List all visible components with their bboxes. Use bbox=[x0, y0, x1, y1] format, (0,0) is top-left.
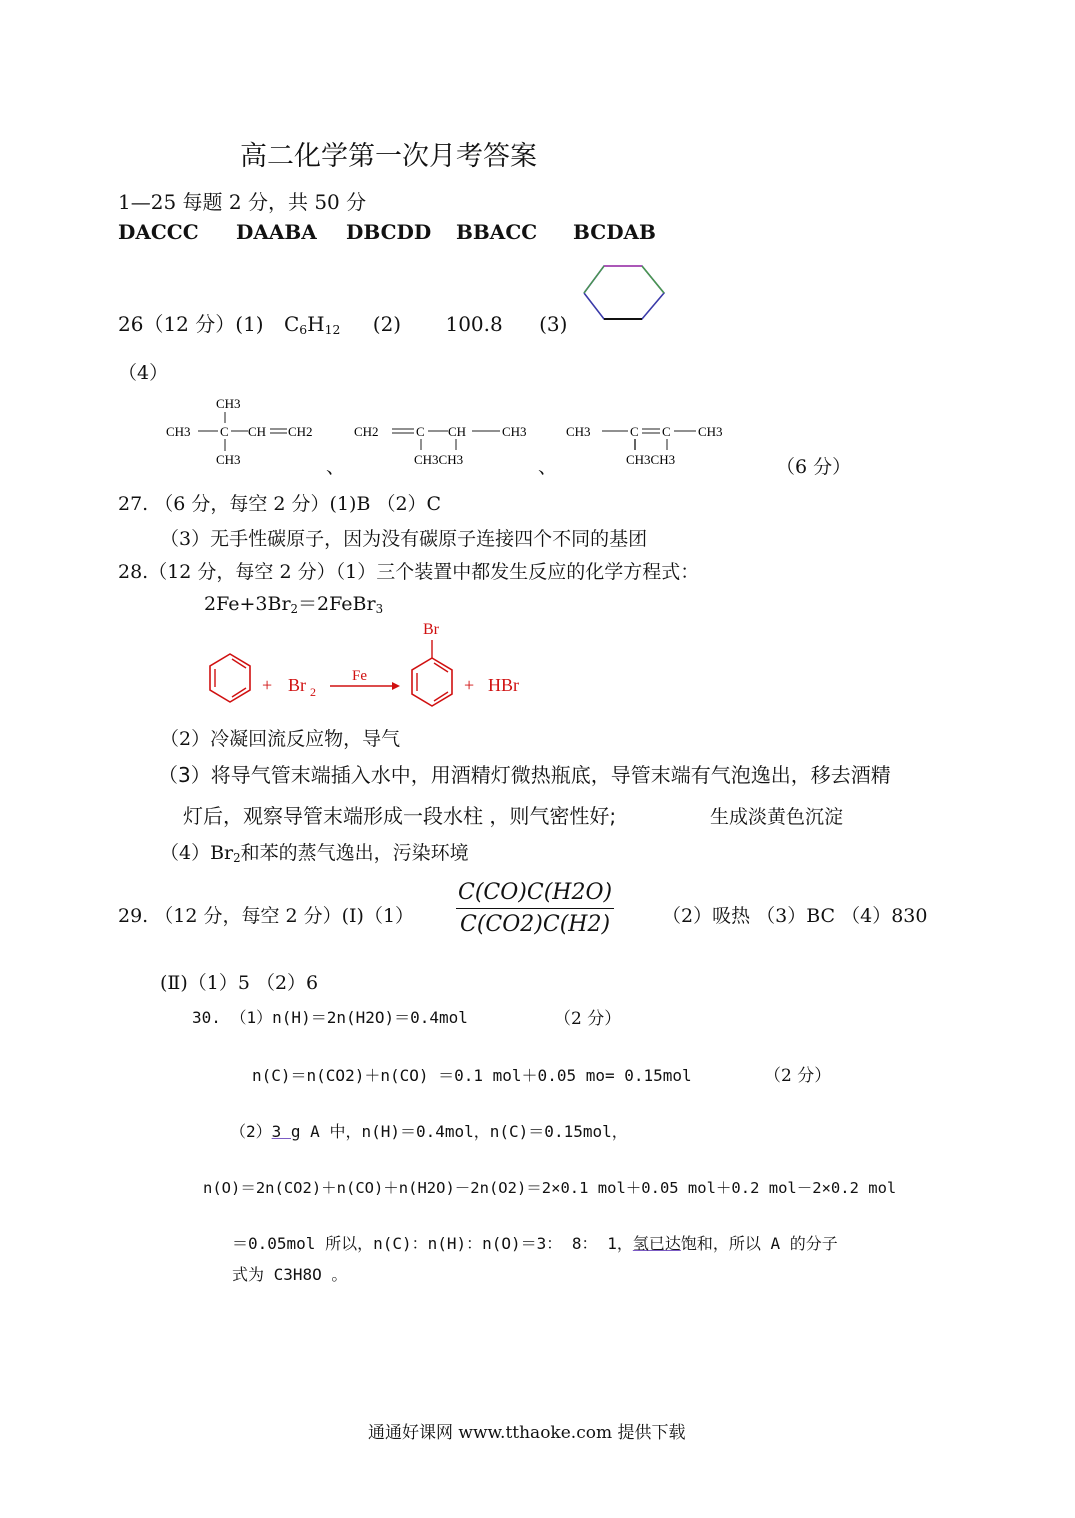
q30-line5: ＝0.05mol 所以，n(C)：n(H)：n(O)＝3： 8： 1，氢已达饱和，所以 A 的分子 bbox=[232, 1234, 838, 1253]
q28-part4: $(4)Br_2$和苯的蒸气逸出，污染环境 bbox=[160, 842, 469, 865]
structure-dimethylbutene-icon bbox=[162, 392, 334, 472]
structure-3-label-ch3ch3: CH3CH3 bbox=[626, 452, 676, 467]
structure-3-label-c: C bbox=[630, 424, 639, 439]
product-br-label: Br bbox=[423, 621, 439, 638]
structure-2-label-ch3: CH3 bbox=[502, 424, 527, 439]
reagent-br2-subscript: 2 bbox=[310, 685, 316, 699]
reagent-br2: Br bbox=[288, 675, 306, 695]
q30-line4: n(O)＝2n(CO2)＋n(CO)＋n(H2O)－2n(O2)＝2×0.1 mol＋0.05 mol＋0.2 mol－2×0.2 mol bbox=[203, 1179, 897, 1197]
q26-answer-line: 26（12 分）(1) $C_6H_{12}$ (2) 100.8 (3) bbox=[118, 312, 568, 338]
structure-1-label-c: C bbox=[220, 424, 229, 439]
reaction-plus: + bbox=[464, 675, 475, 695]
q30-line6: 式为 C3H8O 。 bbox=[232, 1265, 348, 1284]
structure-2-label-ch: CH bbox=[448, 424, 467, 439]
q26-part4-score: （6 分） bbox=[776, 456, 852, 478]
structure-dimethyl-2-butene-icon bbox=[564, 412, 744, 472]
q26-separator: 、 bbox=[326, 456, 346, 478]
q30-line2: n(C)＝n(CO2)＋n(CO) ＝0.1 mol＋0.05 mo= 0.15mol bbox=[252, 1066, 692, 1085]
structure-1-label-ch3: CH3 bbox=[216, 452, 241, 467]
q26-part4-label: （4） bbox=[118, 362, 169, 384]
q27-head: 27. （6 分，每空 2 分）(1)B （2）C bbox=[118, 493, 442, 515]
equilibrium-constant-fraction: $\frac{C(CO)C(H2O)}{C(CO2)C(H2)}$ bbox=[458, 880, 613, 937]
structure-1-label-ch: CH bbox=[248, 424, 267, 439]
q28-part2: （2）冷凝回流反应物，导气 bbox=[160, 728, 401, 750]
structure-3-label-c: C bbox=[662, 424, 671, 439]
benzene-bromination-reaction bbox=[196, 616, 536, 720]
mc-group-1: DACCC bbox=[118, 220, 199, 244]
q28-part3-line1: （3）将导气管末端插入水中，用酒精灯微热瓶底，导管末端有气泡逸出，移去酒精 bbox=[158, 763, 891, 787]
page-title: 高二化学第一次月考答案 bbox=[240, 141, 537, 172]
q28-equation-1: $2Fe+3Br_2=2FeBr_3$ bbox=[204, 593, 384, 616]
q27-part3: （3）无手性碳原子，因为没有碳原子连接四个不同的基团 bbox=[160, 528, 648, 550]
mc-group-3: DBCDD bbox=[346, 220, 432, 244]
structure-1-label-ch3: CH3 bbox=[216, 396, 241, 411]
mc-group-4: BBACC bbox=[456, 220, 538, 244]
q28-part3-line2: 灯后，观察导管末端形成一段水柱 ，则气密性好; bbox=[183, 804, 617, 828]
mc-header: 1—25 每题 2 分，共 50 分 bbox=[118, 190, 367, 214]
footer-download-note: 通通好课网 www.tthaoke.com 提供下载 bbox=[368, 1423, 686, 1443]
q30-line1: 30. （1）n(H)＝2n(H2O)＝0.4mol bbox=[192, 1008, 468, 1027]
q28-head: 28.（12 分，每空 2 分）（1）三个装置中都发生反应的化学方程式： bbox=[118, 561, 700, 583]
q30-line1-score: （2 分） bbox=[554, 1009, 622, 1029]
q26-separator: 、 bbox=[538, 456, 558, 478]
structure-3-label-ch3: CH3 bbox=[698, 424, 723, 439]
cyclohexane-structure-icon bbox=[578, 262, 670, 324]
q29-head: 29. （12 分，每空 2 分）(Ⅰ)（1） bbox=[118, 905, 415, 927]
mc-group-2: DAABA bbox=[236, 220, 317, 244]
product-hbr: HBr bbox=[488, 675, 519, 695]
reaction-plus: + bbox=[262, 675, 273, 695]
q30-line2-score: （2 分） bbox=[764, 1066, 832, 1086]
structure-1-label-ch2: CH2 bbox=[288, 424, 313, 439]
catalyst-fe: Fe bbox=[352, 668, 367, 684]
q28-part3-precipitate: 生成淡黄色沉淀 bbox=[710, 806, 844, 828]
structure-1-label-ch3: CH3 bbox=[166, 424, 191, 439]
q29-remaining-answers: （2）吸热 （3）BC （4）830 bbox=[662, 905, 928, 927]
q30-line3: （2）3 g A 中，n(H)＝0.4mol，n(C)＝0.15mol， bbox=[230, 1122, 628, 1141]
structure-2-label-ch3ch3: CH3CH3 bbox=[414, 452, 464, 467]
structure-2-label-ch2: CH2 bbox=[354, 424, 379, 439]
structure-3-label-ch3: CH3 bbox=[566, 424, 591, 439]
structure-2-label-c: C bbox=[416, 424, 425, 439]
mc-group-5: BCDAB bbox=[573, 220, 656, 244]
structure-dimethylbutene-2-icon bbox=[352, 412, 542, 472]
q29-part2: (Ⅱ)（1）5 （2）6 bbox=[160, 972, 319, 994]
